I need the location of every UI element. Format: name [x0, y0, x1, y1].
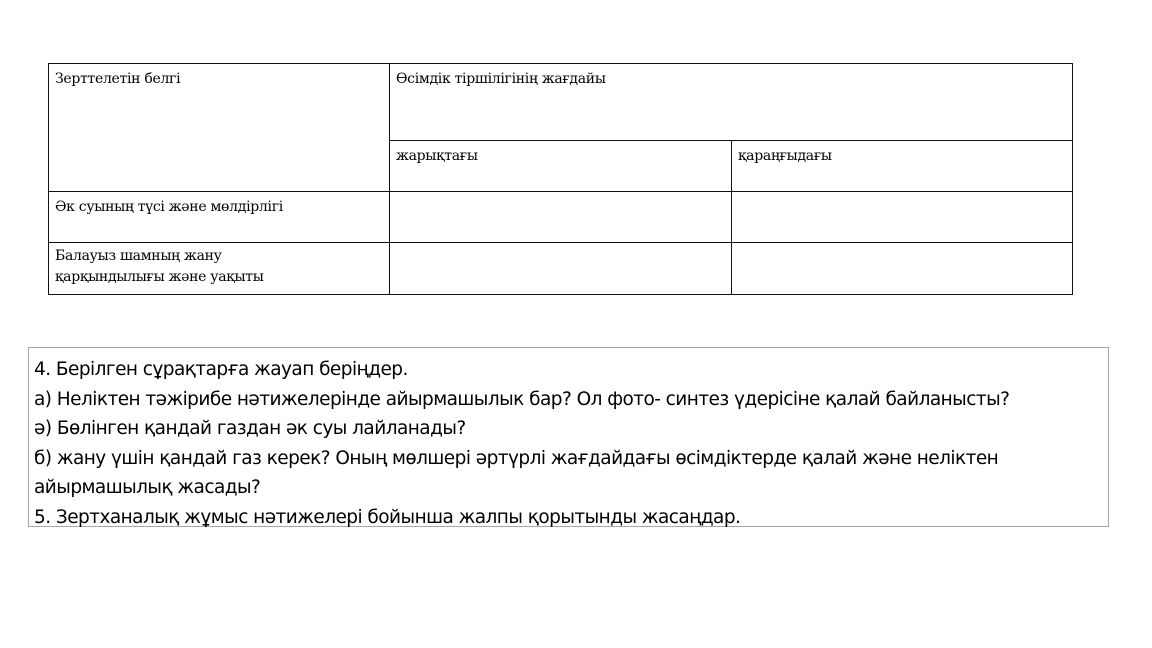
task-5: 5. Зертханалық жұмыс нәтижелері бойынша жалпы қорытынды жасаңдар. — [34, 506, 741, 528]
row-dark-cell[interactable] — [732, 192, 1073, 243]
question-ae: ә) Бөлінген қандай газдан әк суы лайланады? — [34, 418, 466, 439]
observation-table — [48, 63, 1073, 295]
row-dark-cell[interactable] — [732, 243, 1073, 295]
row-light-cell[interactable] — [390, 243, 732, 295]
subheader-dark-cell: қараңғыдағы — [732, 141, 1073, 192]
table-row — [49, 243, 1073, 295]
table-header-row — [49, 64, 1073, 141]
table-row — [49, 192, 1073, 243]
row-feature-cell: Әк суының түсі және мөлдірлігі — [49, 192, 390, 243]
question-heading: 4. Берілген сұрақтарға жауап беріңдер. — [34, 359, 408, 380]
question-b-continued: айырмашылық жасады? — [34, 477, 261, 498]
row-feature-cell — [49, 243, 390, 295]
row-feature-line: қарқындылығы және уақыты — [55, 269, 264, 285]
question-b: б) жану үшін қандай газ керек? Оның мөлшері әртүрлі жағдайдағы өсімдіктерде қалай және неліктен — [34, 447, 999, 469]
header-condition-cell: Өсімдік тіршілігінің жағдайы — [390, 64, 1073, 141]
row-feature-line: Балауыз шамның жану — [55, 248, 222, 264]
subheader-light-cell: жарықтағы — [390, 141, 732, 192]
row-light-cell[interactable] — [390, 192, 732, 243]
questions-text-box — [28, 347, 1109, 527]
header-feature-cell: Зерттелетін белгі — [49, 64, 390, 192]
question-a: а) Неліктен тәжірибе нәтижелерінде айырмашылык бар? Ол фото- синтез үдерісіне қалай байланысты? — [34, 388, 1010, 410]
